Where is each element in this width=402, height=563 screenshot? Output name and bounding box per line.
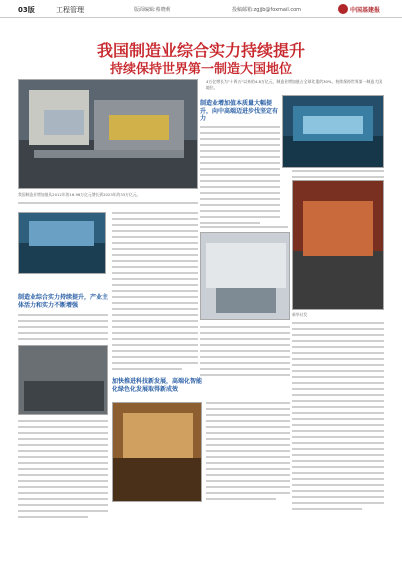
section-name: 工程管理 xyxy=(56,6,84,14)
headline: 我国制造业综合实力持续提升 xyxy=(96,41,305,60)
section-heading-1: 制造业增加值本质量大幅提升，向中高端迈进步伐坚定有力 xyxy=(200,100,279,122)
section-heading-2: 制造业综合实力持续提升，产业主体活力和实力不断增强 xyxy=(18,294,109,309)
logo-text: 中国基建报 xyxy=(350,7,381,14)
section-heading-3: 加快推进科技新发展，高端化智能化绿色化发展取得新成效 xyxy=(112,378,203,393)
photo-caption-1: 我国制造业增加值从2012年的16.98万亿元增长到2023年的33万亿元。 xyxy=(18,192,141,197)
subheadline: 持续保持世界第一制造大国地位 xyxy=(109,62,292,77)
intro-text: 4万亿增长为"十四五"以来的4.8万亿元，制造业增加值占全球比重约30%，持续保持世界第一制造大国地位。 xyxy=(206,79,382,90)
submission-email: 投稿邮箱:zgjjb@foxmail.com xyxy=(232,7,302,13)
page-number: 03版 xyxy=(18,6,35,14)
editor-credit: 版面编辑:蔡晓莉 xyxy=(134,7,171,13)
photo-caption-2: 新华社发 xyxy=(292,312,308,317)
